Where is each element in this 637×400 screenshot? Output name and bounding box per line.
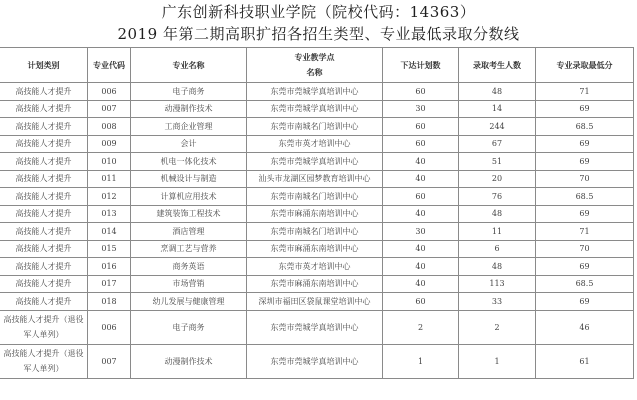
table-row: [0, 170, 634, 188]
table-row: [0, 100, 634, 118]
table-row: [0, 258, 634, 276]
cell-plan-count: 60: [383, 188, 459, 206]
table-row: [0, 293, 634, 311]
table-row: [0, 240, 634, 258]
cell-teaching-site: 东莞市莞城学真培训中心: [247, 310, 383, 344]
cell-teaching-site: 东莞市莞城学真培训中心: [247, 344, 383, 378]
cell-min-score: 69: [536, 293, 634, 311]
cell-teaching-site: 东莞市麻涌东南培训中心: [247, 205, 383, 223]
cell-plan-count: 30: [383, 223, 459, 241]
cell-major-name: 动漫制作技术: [131, 344, 247, 378]
cell-plan-type: 高技能人才提升: [0, 135, 88, 153]
cell-major-code: 014: [88, 223, 131, 241]
cell-admitted-count: 244: [459, 118, 536, 136]
cell-plan-count: 30: [383, 100, 459, 118]
cell-teaching-site: 东莞市麻涌东南培训中心: [247, 240, 383, 258]
table-header-row: [0, 48, 634, 83]
cell-major-name: 酒店管理: [131, 223, 247, 241]
cell-min-score: 70: [536, 170, 634, 188]
cell-plan-count: 60: [383, 135, 459, 153]
table-row: [0, 153, 634, 171]
cell-admitted-count: 48: [459, 258, 536, 276]
cell-major-code: 007: [88, 100, 131, 118]
cell-major-code: 018: [88, 293, 131, 311]
document-subtitle: 2019 年第二期高职扩招各招生类型、专业最低录取分数线: [117, 25, 520, 43]
cell-admitted-count: 6: [459, 240, 536, 258]
cell-major-code: 016: [88, 258, 131, 276]
cell-plan-type: 高技能人才提升（退役军人单列）: [0, 310, 88, 344]
cell-admitted-count: 48: [459, 83, 536, 101]
cell-major-code: 007: [88, 344, 131, 378]
cell-plan-count: 40: [383, 258, 459, 276]
cell-admitted-count: 33: [459, 293, 536, 311]
cell-min-score: 68.5: [536, 188, 634, 206]
cell-major-name: 机械设计与制造: [131, 170, 247, 188]
cell-admitted-count: 2: [459, 310, 536, 344]
cell-plan-type: 高技能人才提升: [0, 223, 88, 241]
table-row: [0, 118, 634, 136]
cell-major-code: 008: [88, 118, 131, 136]
header-major-name: 专业名称: [131, 48, 247, 83]
cell-major-name: 机电一体化技术: [131, 153, 247, 171]
cell-major-code: 012: [88, 188, 131, 206]
cell-min-score: 71: [536, 83, 634, 101]
cell-admitted-count: 1: [459, 344, 536, 378]
cell-admitted-count: 113: [459, 275, 536, 293]
cell-min-score: 69: [536, 100, 634, 118]
table-row: [0, 275, 634, 293]
cell-major-name: 幼儿发展与健康管理: [131, 293, 247, 311]
header-admitted-count: 录取考生人数: [459, 48, 536, 83]
cell-min-score: 69: [536, 153, 634, 171]
header-min-score: 专业录取最低分: [536, 48, 634, 83]
cell-major-code: 013: [88, 205, 131, 223]
cell-plan-count: 60: [383, 83, 459, 101]
cell-plan-type: 高技能人才提升: [0, 258, 88, 276]
cell-plan-type: 高技能人才提升: [0, 83, 88, 101]
header-major-code: 专业代码: [88, 48, 131, 83]
document-title: 广东创新科技职业学院（院校代码：14363）: [161, 3, 476, 21]
cell-plan-type: 高技能人才提升: [0, 293, 88, 311]
cell-plan-type: 高技能人才提升: [0, 170, 88, 188]
cell-teaching-site: 汕头市龙湖区园梦教育培训中心: [247, 170, 383, 188]
cell-plan-type: 高技能人才提升: [0, 100, 88, 118]
cell-plan-count: 60: [383, 118, 459, 136]
cell-plan-count: 40: [383, 240, 459, 258]
cell-plan-count: 1: [383, 344, 459, 378]
cell-teaching-site: 东莞市南城名门培训中心: [247, 188, 383, 206]
cell-plan-type: 高技能人才提升: [0, 275, 88, 293]
cell-min-score: 69: [536, 258, 634, 276]
cell-teaching-site: 东莞市南城名门培训中心: [247, 118, 383, 136]
cell-min-score: 69: [536, 135, 634, 153]
cell-major-code: 006: [88, 83, 131, 101]
cell-major-name: 建筑装饰工程技术: [131, 205, 247, 223]
header-teaching-site-line1: 专业教学点: [294, 52, 335, 62]
cell-major-code: 011: [88, 170, 131, 188]
table-row: [0, 205, 634, 223]
cell-min-score: 70: [536, 240, 634, 258]
cell-teaching-site: 东莞市莞城学真培训中心: [247, 83, 383, 101]
cell-major-code: 010: [88, 153, 131, 171]
cell-plan-type: 高技能人才提升: [0, 240, 88, 258]
cell-teaching-site: 东莞市莞城学真培训中心: [247, 153, 383, 171]
cell-admitted-count: 11: [459, 223, 536, 241]
cell-min-score: 71: [536, 223, 634, 241]
cell-min-score: 68.5: [536, 275, 634, 293]
cell-plan-count: 60: [383, 293, 459, 311]
cell-plan-type: 高技能人才提升: [0, 118, 88, 136]
cell-major-code: 017: [88, 275, 131, 293]
cell-teaching-site: 深圳市福田区袋鼠课堂培训中心: [247, 293, 383, 311]
table-row: [0, 188, 634, 206]
cell-major-name: 电子商务: [131, 83, 247, 101]
table-row: [0, 135, 634, 153]
cell-major-code: 009: [88, 135, 131, 153]
cell-admitted-count: 67: [459, 135, 536, 153]
header-teaching-site: [247, 48, 383, 83]
table-row: [0, 310, 634, 344]
cell-major-name: 动漫制作技术: [131, 100, 247, 118]
cell-plan-type: 高技能人才提升: [0, 188, 88, 206]
cell-teaching-site: 东莞市莞城学真培训中心: [247, 100, 383, 118]
cell-plan-count: 40: [383, 275, 459, 293]
cell-major-code: 006: [88, 310, 131, 344]
cell-min-score: 46: [536, 310, 634, 344]
cell-major-name: 烹调工艺与营养: [131, 240, 247, 258]
table-row: [0, 344, 634, 378]
cell-teaching-site: 东莞市英才培训中心: [247, 258, 383, 276]
cell-plan-type: 高技能人才提升（退役军人单列）: [0, 344, 88, 378]
cell-min-score: 61: [536, 344, 634, 378]
cell-plan-type: 高技能人才提升: [0, 205, 88, 223]
cell-teaching-site: 东莞市麻涌东南培训中心: [247, 275, 383, 293]
cell-admitted-count: 14: [459, 100, 536, 118]
table-row: [0, 223, 634, 241]
table-row: [0, 83, 634, 101]
cell-teaching-site: 东莞市英才培训中心: [247, 135, 383, 153]
cell-admitted-count: 76: [459, 188, 536, 206]
header-teaching-site-line2: 名称: [306, 67, 323, 77]
cell-plan-count: 40: [383, 205, 459, 223]
admission-score-table: [0, 47, 634, 379]
cell-major-name: 商务英语: [131, 258, 247, 276]
cell-major-name: 会计: [131, 135, 247, 153]
cell-admitted-count: 48: [459, 205, 536, 223]
cell-plan-count: 40: [383, 170, 459, 188]
cell-major-name: 计算机应用技术: [131, 188, 247, 206]
cell-plan-count: 40: [383, 153, 459, 171]
cell-min-score: 69: [536, 205, 634, 223]
cell-major-name: 工商企业管理: [131, 118, 247, 136]
header-plan-type: 计划类别: [0, 48, 88, 83]
cell-min-score: 68.5: [536, 118, 634, 136]
cell-admitted-count: 51: [459, 153, 536, 171]
cell-plan-count: 2: [383, 310, 459, 344]
header-plan-count: 下达计划数: [383, 48, 459, 83]
cell-major-name: 电子商务: [131, 310, 247, 344]
cell-plan-type: 高技能人才提升: [0, 153, 88, 171]
cell-major-code: 015: [88, 240, 131, 258]
cell-admitted-count: 20: [459, 170, 536, 188]
cell-teaching-site: 东莞市南城名门培训中心: [247, 223, 383, 241]
cell-major-name: 市场营销: [131, 275, 247, 293]
